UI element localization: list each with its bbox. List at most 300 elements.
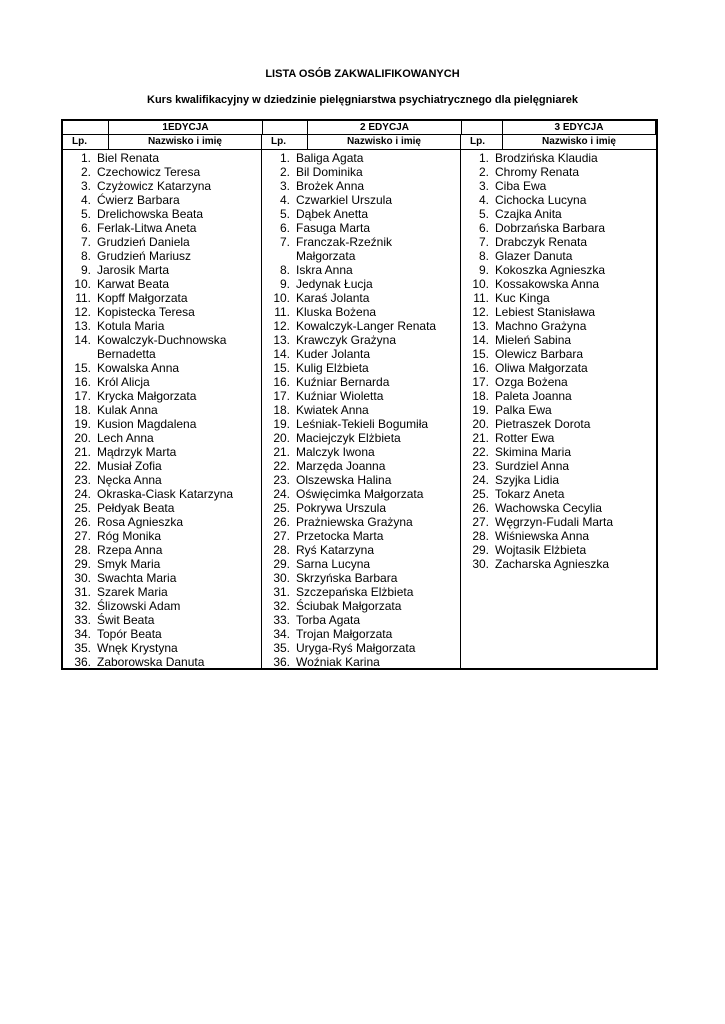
entry-number: 21. [472,431,489,445]
entry-name: Torba Agata [296,613,361,627]
entry-number: 25. [472,487,489,501]
entry-number: 18. [472,389,489,403]
list-item [63,165,261,179]
column-header-row [63,135,656,150]
entry-number: 33. [74,613,91,627]
edition-3-lp-header: Lp. [470,136,485,147]
entry-name: Małgorzata [296,249,356,263]
list-item [262,305,460,319]
entry-number: 26. [273,515,290,529]
entry-number: 18. [273,403,290,417]
entry-name: Kulig Elżbieta [296,361,369,375]
entry-name: Trojan Małgorzata [296,627,393,641]
entry-number: 9. [80,263,91,277]
entry-number: 36. [74,655,91,669]
entry-number: 10. [472,277,489,291]
entry-number: 17. [472,375,489,389]
entry-name: Czechowicz Teresa [97,165,201,179]
entry-name: Grudzień Daniela [97,235,190,249]
list-item [262,179,460,193]
entry-name: Rosa Agnieszka [97,515,184,529]
list-item [262,319,460,333]
entry-number: 16. [273,375,290,389]
list-item [63,193,261,207]
list-item [262,361,460,375]
entry-number: 16. [472,361,489,375]
list-item [262,473,460,487]
list-item [262,501,460,515]
entry-name: Nęcka Anna [97,473,162,487]
entry-name: Mądrzyk Marta [97,445,177,459]
entry-number: 35. [273,641,290,655]
entry-name: Wachowska Cecylia [495,501,602,515]
entry-name: Kossakowska Anna [495,277,600,291]
list-item [461,557,656,571]
header-divider [108,135,109,150]
entry-name: Wojtasik Elżbieta [495,543,587,557]
list-item [63,571,261,585]
entry-number: 12. [74,305,91,319]
entry-name: Kuc Kinga [495,291,550,305]
list-item [63,473,261,487]
entry-name: Brożek Anna [296,179,365,193]
list-item [461,375,656,389]
list-item [461,389,656,403]
entry-number: 1. [279,151,290,165]
list-item [262,277,460,291]
entry-name: Brodzińska Klaudia [495,151,598,165]
list-item [262,487,460,501]
list-item [63,207,261,221]
list-item [461,277,656,291]
entry-number: 19. [273,417,290,431]
list-item [262,291,460,305]
entry-number: 4. [80,193,91,207]
list-item [63,627,261,641]
entry-name: Król Alicja [97,375,150,389]
entry-name: Smyk Maria [97,557,161,571]
edition-2-list [262,151,460,669]
entry-number: 7. [80,235,91,249]
entry-number: 4. [279,193,290,207]
list-item [262,389,460,403]
list-item [461,291,656,305]
entry-number: 32. [74,599,91,613]
entry-name: Drabczyk Renata [495,235,588,249]
entry-name: Przetocka Marta [296,529,384,543]
entry-number: 30. [74,571,91,585]
edition-3-list [461,151,656,571]
list-item [63,459,261,473]
entry-number: 27. [74,529,91,543]
edition-3-name-header: Nazwisko i imię [542,136,616,147]
document-subtitle: Kurs kwalifikacyjny w dziedzinie pielęgniarstwa psychiatrycznego dla pielęgniarek [147,94,578,106]
entry-name: Oliwa Małgorzata [495,361,588,375]
entry-number: 30. [472,557,489,571]
entry-name: Musiał Zofia [97,459,162,473]
document-title: LISTA OSÓB ZAKWALIFIKOWANYCH [265,68,460,80]
entry-name: Uryga-Ryś Małgorzata [296,641,416,655]
entry-number: 22. [472,445,489,459]
entry-number: 17. [273,389,290,403]
entry-name: Kulak Anna [97,403,158,417]
list-item [262,221,460,235]
list-item [63,361,261,375]
entry-name: Skrzyńska Barbara [296,571,398,585]
list-item [262,263,460,277]
entry-name: Rotter Ewa [495,431,555,445]
entry-name: Szczepańska Elżbieta [296,585,414,599]
entry-number: 31. [273,585,290,599]
list-item [461,529,656,543]
entry-name: Bil Dominika [296,165,363,179]
entry-name: Róg Monika [97,529,162,543]
entry-name: Kluska Bożena [296,305,377,319]
list-item [461,193,656,207]
list-item [63,543,261,557]
entry-number: 9. [478,263,489,277]
entry-number: 13. [472,319,489,333]
entry-name: Franczak-Rzeźnik [296,235,393,249]
qualified-list-table [61,119,658,670]
entry-name: Grudzień Mariusz [97,249,192,263]
list-item [63,319,261,333]
entry-name: Karaś Jolanta [296,291,370,305]
entry-number: 3. [80,179,91,193]
edition-1-list [63,151,261,669]
list-item [461,207,656,221]
list-item [262,571,460,585]
entry-number: 15. [472,347,489,361]
entry-name: Olszewska Halina [296,473,392,487]
entry-number: 25. [74,501,91,515]
entry-name: Jarosik Marta [97,263,170,277]
entry-number: 6. [80,221,91,235]
list-item [262,627,460,641]
list-item [63,641,261,655]
entry-number: 6. [478,221,489,235]
entry-number: 7. [279,235,290,249]
list-item [63,515,261,529]
entry-name: Krycka Małgorzata [97,389,197,403]
entry-name: Iskra Anna [296,263,353,277]
entry-number: 18. [74,403,91,417]
list-item [262,543,460,557]
entry-name: Zaborowska Danuta [97,655,205,669]
entry-name: Ściubak Małgorzata [296,599,402,613]
list-item [461,515,656,529]
entry-name: Lech Anna [97,431,154,445]
list-item [262,165,460,179]
entry-number: 21. [273,445,290,459]
entry-name: Kopff Małgorzata [97,291,188,305]
list-item [262,655,460,669]
list-item [63,445,261,459]
entry-name: Węgrzyn-Fudali Marta [495,515,614,529]
list-item [262,249,460,263]
list-item [262,347,460,361]
entry-number: 13. [74,319,91,333]
entry-name: Czwarkiel Urszula [296,193,393,207]
entry-name: Kusion Magdalena [97,417,197,431]
list-item [262,151,460,165]
entry-name: Kuźniar Wioletta [296,389,384,403]
entry-name: Karwat Beata [97,277,170,291]
entry-number: 28. [74,543,91,557]
entry-name: Drelichowska Beata [97,207,204,221]
entry-number: 3. [478,179,489,193]
entry-number: 12. [472,305,489,319]
list-item [63,599,261,613]
list-item [262,333,460,347]
list-item [63,151,261,165]
list-item [262,515,460,529]
entry-number: 7. [478,235,489,249]
entry-name: Biel Renata [97,151,160,165]
entry-name: Surdziel Anna [495,459,570,473]
entry-name: Rzepa Anna [97,543,163,557]
list-item [262,193,460,207]
list-item [461,263,656,277]
entry-name: Fasuga Marta [296,221,371,235]
entry-number: 5. [80,207,91,221]
entry-name: Świt Beata [97,613,155,627]
list-item [262,403,460,417]
entry-number: 19. [74,417,91,431]
entry-name: Ozga Bożena [495,375,568,389]
entry-number: 3. [279,179,290,193]
list-item [262,599,460,613]
entry-number: 34. [273,627,290,641]
entry-number: 1. [478,151,489,165]
list-item [63,529,261,543]
entry-number: 36. [273,655,290,669]
list-item [461,445,656,459]
entry-number: 23. [273,473,290,487]
list-item [461,165,656,179]
list-item [63,655,261,669]
entry-name: Pietraszek Dorota [495,417,591,431]
list-item [63,613,261,627]
entry-name: Wiśniewska Anna [495,529,590,543]
entry-name: Ślizowski Adam [97,599,181,613]
list-item [461,151,656,165]
entry-name: Woźniak Karina [296,655,380,669]
entry-name: Jedynak Łucja [296,277,373,291]
list-item [63,431,261,445]
entry-number: 8. [478,249,489,263]
list-item [461,235,656,249]
entry-number: 8. [279,263,290,277]
list-item [262,641,460,655]
list-item [461,417,656,431]
entry-number: 16. [74,375,91,389]
entry-number: 35. [74,641,91,655]
list-item [262,431,460,445]
entry-number: 23. [472,459,489,473]
entry-name: Marzęda Joanna [296,459,386,473]
entry-name: Topór Beata [97,627,162,641]
list-item [461,487,656,501]
list-item [461,179,656,193]
edition-3-header: 3 EDYCJA [502,121,656,134]
entry-name: Leśniak-Tekieli Bogumiła [296,417,429,431]
entry-name: Kokoszka Agnieszka [495,263,606,277]
entry-name: Wnęk Krystyna [97,641,178,655]
entry-number: 30. [273,571,290,585]
entry-number: 23. [74,473,91,487]
edition-2-lp-header: Lp. [271,136,286,147]
entry-name: Ryś Katarzyna [296,543,375,557]
entry-name: Prażniewska Grażyna [296,515,413,529]
list-item [461,473,656,487]
entry-number: 9. [279,277,290,291]
list-item [63,347,261,361]
list-item [262,459,460,473]
entry-number [63,347,97,361]
entry-name: Kowalska Anna [97,361,180,375]
list-item [63,291,261,305]
list-item [461,249,656,263]
list-item [461,319,656,333]
list-item [461,361,656,375]
entry-name: Dobrzańska Barbara [495,221,606,235]
list-item [262,375,460,389]
entry-name: Palka Ewa [495,403,552,417]
entry-number: 34. [74,627,91,641]
entry-number [262,249,296,263]
list-item [461,501,656,515]
entry-name: Kuźniar Bernarda [296,375,390,389]
entry-number: 27. [273,529,290,543]
edition-1-lp-header: Lp. [72,136,87,147]
list-item [63,263,261,277]
entry-name: Kotula Maria [97,319,165,333]
entry-name: Cichocka Lucyna [495,193,587,207]
list-item [461,543,656,557]
list-item [461,221,656,235]
entry-number: 15. [273,361,290,375]
entry-name: Pełdyak Beata [97,501,175,515]
entry-name: Pokrywa Urszula [296,501,387,515]
list-item [461,305,656,319]
list-item [63,235,261,249]
entry-number: 32. [273,599,290,613]
entry-number: 20. [472,417,489,431]
entry-number: 14. [273,347,290,361]
entry-name: Oświęcimka Małgorzata [296,487,424,501]
list-item [262,557,460,571]
entry-number: 10. [273,291,290,305]
list-item [63,557,261,571]
entry-name: Glazer Danuta [495,249,573,263]
entry-number: 26. [74,515,91,529]
list-item [63,389,261,403]
entry-number: 21. [74,445,91,459]
list-item [262,585,460,599]
entry-name: Czyżowicz Katarzyna [97,179,212,193]
entry-number: 19. [472,403,489,417]
entry-number: 29. [273,557,290,571]
entry-name: Zacharska Agnieszka [495,557,610,571]
entry-name: Malczyk Iwona [296,445,375,459]
entry-name: Kowalczyk-Duchnowska [97,333,227,347]
edition-header-row [63,121,656,135]
entry-number: 33. [273,613,290,627]
entry-name: Kopistecka Teresa [97,305,195,319]
entry-name: Mieleń Sabina [495,333,572,347]
edition-2-header: 2 EDYCJA [307,121,462,134]
entry-number: 25. [273,501,290,515]
entry-name: Bernadetta [97,347,156,361]
entry-name: Lebiest Stanisława [495,305,596,319]
list-item [262,417,460,431]
entry-number: 15. [74,361,91,375]
entry-number: 13. [273,333,290,347]
list-item [63,417,261,431]
entry-name: Szyjka Lidia [495,473,560,487]
entry-name: Sarna Lucyna [296,557,371,571]
entry-number: 22. [273,459,290,473]
entry-name: Kowalczyk-Langer Renata [296,319,437,333]
entry-name: Olewicz Barbara [495,347,584,361]
list-item [63,585,261,599]
entry-name: Okraska-Ciask Katarzyna [97,487,234,501]
entry-number: 5. [279,207,290,221]
list-item [63,221,261,235]
entry-name: Maciejczyk Elżbieta [296,431,401,445]
list-item [63,305,261,319]
entry-number: 31. [74,585,91,599]
header-divider [502,135,503,150]
entry-number: 20. [273,431,290,445]
entry-number: 11. [75,291,91,305]
entry-number: 1. [80,151,91,165]
edition-1-header: 1EDYCJA [108,121,263,134]
entry-number: 2. [478,165,489,179]
entry-name: Ferlak-Litwa Aneta [97,221,197,235]
entry-name: Szarek Maria [97,585,168,599]
entry-number: 2. [279,165,290,179]
header-divider [307,135,308,150]
entry-name: Machno Grażyna [495,319,587,333]
entry-number: 4. [478,193,489,207]
list-item [461,347,656,361]
entry-number: 12. [273,319,290,333]
entry-number: 24. [273,487,290,501]
list-item [63,179,261,193]
entry-number: 11. [274,305,290,319]
entry-name: Baliga Agata [296,151,364,165]
entry-number: 28. [273,543,290,557]
entry-name: Tokarz Aneta [495,487,565,501]
entry-name: Dąbek Anetta [296,207,369,221]
entry-number: 26. [472,501,489,515]
list-item [262,207,460,221]
entry-name: Ćwierz Barbara [97,193,180,207]
list-item [63,487,261,501]
entry-name: Krawczyk Grażyna [296,333,397,347]
entry-number: 6. [279,221,290,235]
edition-2-name-header: Nazwisko i imię [347,136,421,147]
entry-name: Czajka Anita [495,207,562,221]
list-item [262,445,460,459]
list-item [461,431,656,445]
entry-number: 11. [473,291,489,305]
list-item [461,403,656,417]
edition-1-name-header: Nazwisko i imię [148,136,222,147]
list-item [262,529,460,543]
